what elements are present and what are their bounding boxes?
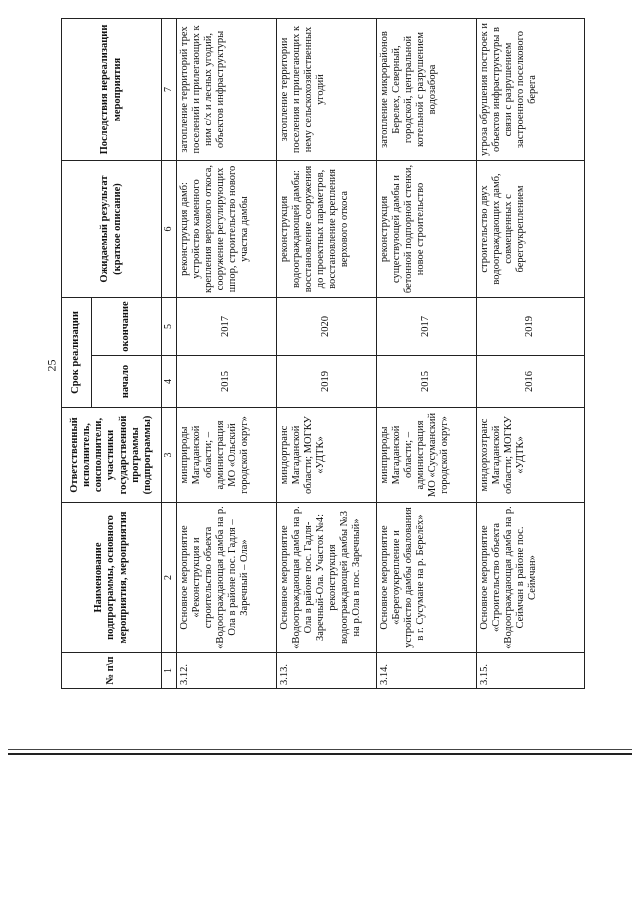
row-end: 2017 xyxy=(176,298,276,356)
header-consequence: Последствия нереализации мероприятия xyxy=(62,19,162,161)
row-number: 3.14. xyxy=(376,653,476,689)
table-row xyxy=(476,19,584,689)
header-end: окончание xyxy=(92,298,162,356)
row-name: Основное мероприятие «Берегоукрепление и устройство дамбы обвалования в г. Сусумане на р. Берелёх» xyxy=(376,503,476,653)
header-name: Наименование подпрограммы, основного мероприятия, мероприятия xyxy=(62,503,162,653)
row-name: Основное мероприятие «Строительство объекта «Водоограждающая дамба на р. Сеймчан в районе пос. Сеймчан» xyxy=(476,503,584,653)
header-exec: Ответственный исполнитель, соисполнители, участники государственной программы (подпрограммы) xyxy=(62,408,162,503)
row-result: реконструкция водоограждающей дамбы: восстановление сооружения до проектных параметров, восстановление крепления верхового откоса xyxy=(276,161,376,298)
col-number: 3 xyxy=(162,408,177,503)
page-number: 25 xyxy=(44,359,59,372)
row-number: 3.12. xyxy=(176,653,276,689)
row-name: Основное мероприятие «Реконструкция и строительство объекта «Водоограждающая дамба на р. Ола в районе пос. Гадля – Заречный – Ола» xyxy=(176,503,276,653)
row-consequence: угроза обрушения построек и объектов инфраструктуры в связи с разрушением застроенного поселкового берега xyxy=(476,19,584,161)
table-row xyxy=(176,19,276,689)
col-number: 2 xyxy=(162,503,177,653)
row-end: 2017 xyxy=(376,298,476,356)
row-end: 2020 xyxy=(276,298,376,356)
row-executor: минприроды Магаданской области; – администрация МО «Ольский городской округ» xyxy=(176,408,276,503)
row-name: Основное мероприятие «Водоограждающая дамба на р. Ола в районе пос. Гадля-Заречный-Ола. Участок №4: реконструкция водоограждающей дамбы №3 на р.Ола в пос. Заречный» xyxy=(276,503,376,653)
row-result: реконструкция дамб: устройство каменного крепления верхового откоса, сооружение регулирующих шпор, строительство нового участка дамбы xyxy=(176,161,276,298)
row-start: 2019 xyxy=(276,356,376,408)
table-row xyxy=(376,19,476,689)
header-term: Срок реализации xyxy=(62,298,92,408)
row-executor: миндортранс Магаданской области; МОГКУ «УДТК» xyxy=(276,408,376,503)
header-num: № п\п xyxy=(62,653,162,689)
col-number: 6 xyxy=(162,161,177,298)
col-number: 4 xyxy=(162,356,177,408)
col-number: 1 xyxy=(162,653,177,689)
row-start: 2015 xyxy=(176,356,276,408)
row-result: реконструкция существующей дамбы и бетонной подпорной стенки, новое строительство xyxy=(376,161,476,298)
row-executor: минприроды Магаданской области; – администрация МО «Сусуманский городской округ» xyxy=(376,408,476,503)
divider-line xyxy=(8,749,632,750)
row-start: 2016 xyxy=(476,356,584,408)
col-number: 7 xyxy=(162,19,177,161)
row-consequence: затопление микрорайонов Берелех, Северный, городской, центральной котельной с разрушением водозабора xyxy=(376,19,476,161)
header-result: Ожидаемый результат (краткое описание) xyxy=(62,161,162,298)
row-executor: миндорхозтранс Магаданской области; МОГКУ «УДТК» xyxy=(476,408,584,503)
col-number: 5 xyxy=(162,298,177,356)
row-end: 2019 xyxy=(476,298,584,356)
header-start: начало xyxy=(92,356,162,408)
program-table xyxy=(61,18,585,689)
table-container xyxy=(61,19,583,689)
row-number: 3.15. xyxy=(476,653,584,689)
row-number: 3.13. xyxy=(276,653,376,689)
row-consequence: затопление территорий трех поселений и прилегающих к ним с/х и лесных угодий, объектов инфраструктуры xyxy=(176,19,276,161)
row-start: 2015 xyxy=(376,356,476,408)
table-row xyxy=(276,19,376,689)
divider-line xyxy=(8,753,632,755)
row-consequence: затопление территории поселения и прилегающих к нему сельскохозяйственных угодий xyxy=(276,19,376,161)
row-result: строительство двух водоограждающих дамб, совмещенных с берегоукреплением xyxy=(476,161,584,298)
